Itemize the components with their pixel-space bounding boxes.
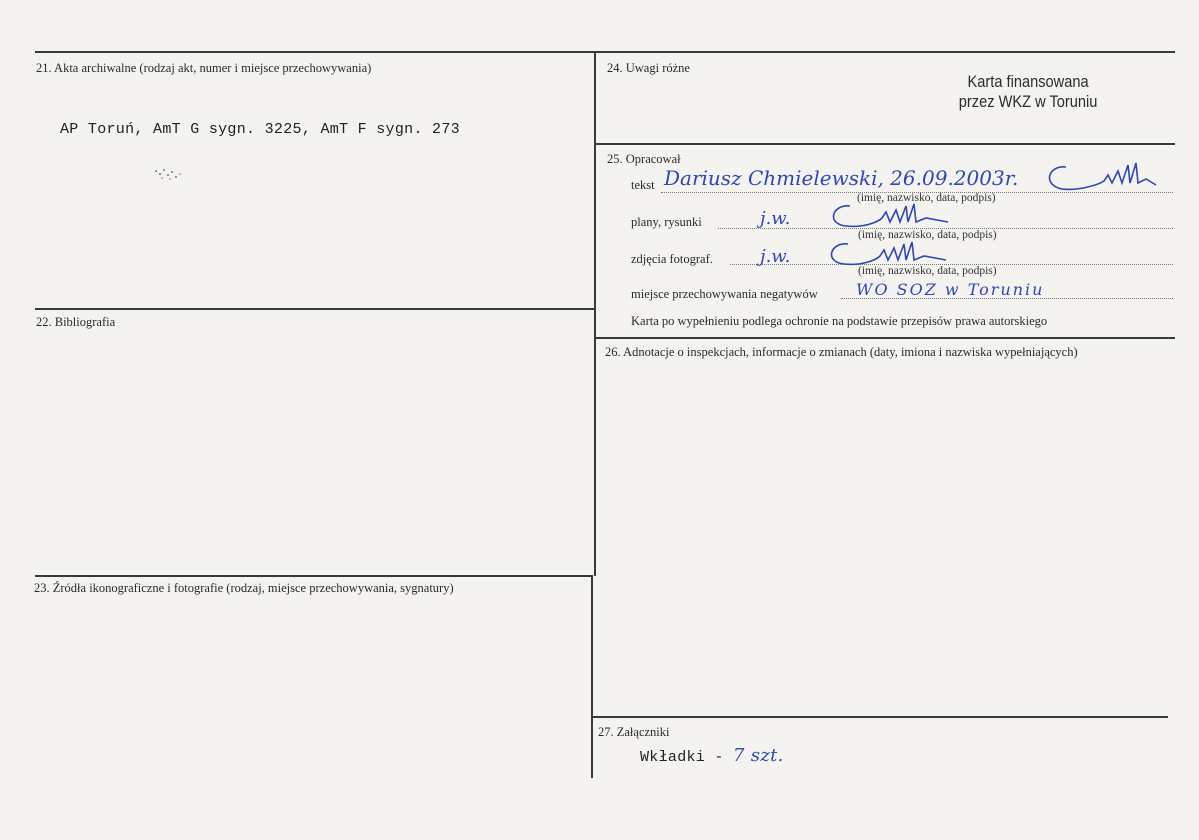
center-divider-lower — [591, 576, 593, 778]
signature-plany — [820, 200, 960, 232]
funding-stamp — [955, 72, 1101, 112]
section-24-label: 24. Uwagi różne — [607, 61, 690, 75]
tekst-label: tekst — [631, 178, 655, 192]
top-rule — [35, 51, 1175, 53]
stamp-line-2: przez WKZ w Toruniu — [958, 92, 1098, 111]
zdjecia-hint: (imię, nazwisko, data, podpis) — [858, 265, 997, 277]
ink-smudge — [150, 165, 190, 185]
rule-22-23 — [35, 575, 593, 577]
plany-value: j.w. — [760, 208, 791, 229]
signature-tekst — [1038, 155, 1168, 195]
rule-26-27 — [592, 716, 1168, 718]
section-21-value: AP Toruń, AmT G sygn. 3225, AmT F sygn. 273 — [60, 121, 460, 138]
rule-21-22 — [35, 308, 595, 310]
section-21-label: 21. Akta archiwalne (rodzaj akt, numer i miejsce przechowywania) — [36, 61, 372, 75]
negatywy-label: miejsce przechowywania negatywów — [631, 287, 818, 301]
attachments-typed: Wkładki - — [640, 749, 734, 766]
section-27-label: 27. Załączniki — [598, 725, 670, 739]
zdjecia-label: zdjęcia fotograf. — [631, 252, 713, 266]
rule-25-26 — [595, 337, 1175, 339]
section-25-label: 25. Opracował — [607, 152, 681, 166]
stamp-line-1: Karta finansowana — [967, 72, 1089, 91]
negatywy-value: WO SOZ w Toruniu — [856, 280, 1045, 299]
section-22-label: 22. Bibliografia — [36, 315, 116, 329]
plany-label: plany, rysunki — [631, 215, 702, 229]
tekst-hint: (imię, nazwisko, data, podpis) — [857, 192, 996, 204]
rule-24-25 — [595, 143, 1175, 145]
attachments-hand: 7 szt. — [733, 745, 784, 766]
copyright-note: Karta po wypełnieniu podlega ochronie na podstawie przepisów prawa autorskiego — [631, 314, 1048, 328]
tekst-value: Dariusz Chmielewski, 26.09.2003r. — [664, 166, 1019, 190]
section-26-label: 26. Adnotacje o inspekcjach, informacje o zmianach (daty, imiona i nazwiska wypełniających) — [605, 345, 1078, 359]
section-23-label: 23. Źródła ikonograficzne i fotografie (rodzaj, miejsce przechowywania, sygnatury) — [34, 581, 454, 595]
plany-hint: (imię, nazwisko, data, podpis) — [858, 229, 997, 241]
center-divider-upper — [594, 51, 596, 576]
section-27-value — [640, 745, 784, 766]
zdjecia-value: j.w. — [760, 246, 791, 267]
